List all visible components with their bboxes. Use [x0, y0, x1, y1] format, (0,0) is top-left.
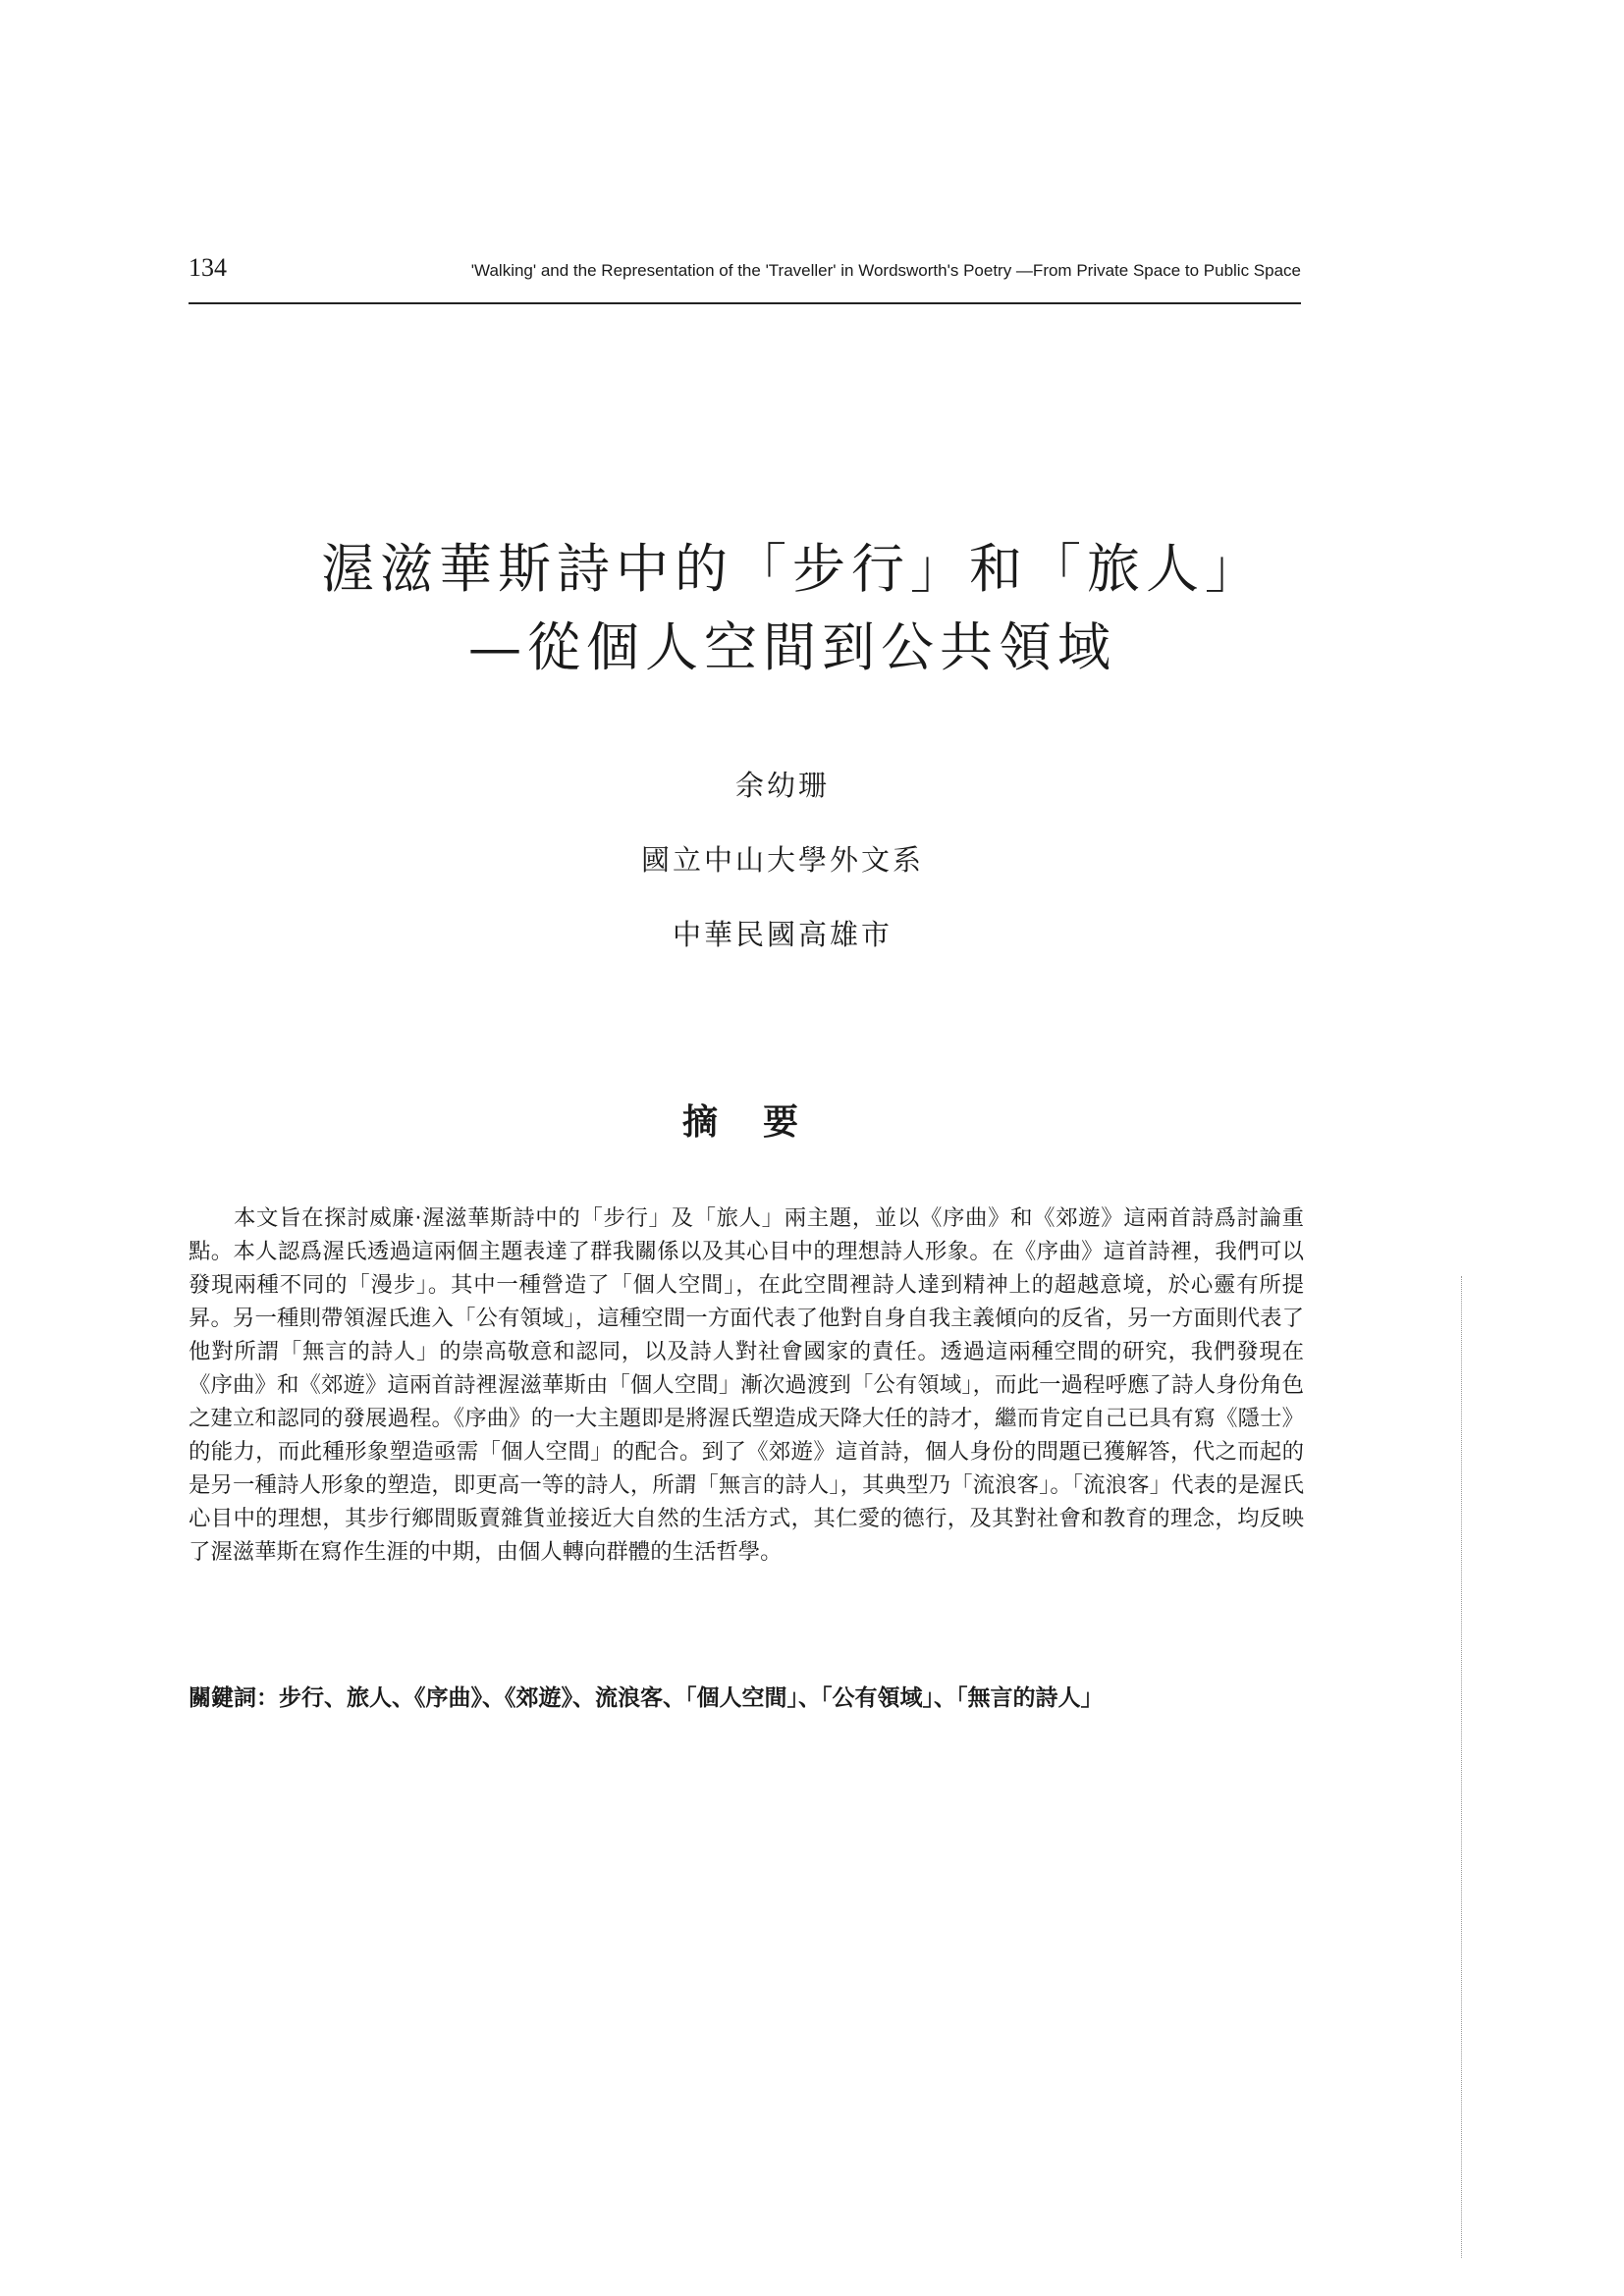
- author-location: 中華民國高雄市: [672, 918, 893, 951]
- paper-title: [0, 530, 1624, 687]
- abstract-body: 本文旨在探討威廉‧渥滋華斯詩中的「步行」及「旅人」兩主題，並以《序曲》和《郊遊》這兩首詩爲討論重點。本人認爲渥氏透過這兩個主題表達了群我關係以及其心目中的理想詩人形象。在《序曲》這首詩裡，我們可以發現兩種不同的「漫步」。其中一種營造了「個人空間」，在此空間裡詩人達到精神上的超越意境，於心靈有所提昇。另一種則帶領渥氏進入「公有領域」，這種空間一方面代表了他對自身自我主義傾向的反省，另一方面則代表了他對所謂「無言的詩人」的崇高敬意和認同，以及詩人對社會國家的責任。透過這兩種空間的研究，我們發現在《序曲》和《郊遊》這兩首詩裡渥滋華斯由「個人空間」漸次過渡到「公有領域」，而此一過程呼應了詩人身份角色之建立和認同的發展過程。《序曲》的一大主題即是將渥氏塑造成天降大任的詩才，繼而肯定自己已具有寫《隱士》的能力，而此種形象塑造亟需「個人空間」的配合。到了《郊遊》這首詩，個人身份的問題已獲解答，代之而起的是另一種詩人形象的塑造，即更高一等的詩人，所謂「無言的詩人」，其典型乃「流浪客」。「流浪客」代表的是渥氏心目中的理想，其步行鄉間販賣雜貨並接近大自然的生活方式，其仁愛的德行，及其對社會和教育的理念，均反映了渥滋華斯在寫作生涯的中期，由個人轉向群體的生活哲學。: [189, 1205, 1304, 1565]
- keywords-text: 步行、旅人、《序曲》、《郊遊》、流浪客、「個人空間」、「公有領域」、「無言的詩人」: [279, 1685, 1104, 1711]
- page-number: 134: [189, 253, 227, 282]
- abstract-heading: 摘要: [681, 1102, 843, 1143]
- author-name: 余幼珊: [734, 769, 830, 802]
- running-title: 'Walking' and the Representation of the 'Traveller' in Wordsworth's Poetry —From Private Space to Public Space: [470, 261, 1301, 280]
- keywords-label: 關鍵詞：: [189, 1685, 279, 1711]
- keywords: [189, 1681, 1304, 1716]
- title-line-2: —從個人空間到公共領域: [468, 616, 1116, 678]
- author-block: [0, 766, 1624, 989]
- running-header: [189, 253, 1301, 304]
- title-line-1: 渥滋華斯詩中的「步行」和「旅人」: [321, 538, 1264, 600]
- author-affiliation: 國立中山大學外文系: [640, 843, 924, 877]
- scan-edge-line: [1461, 1276, 1462, 2258]
